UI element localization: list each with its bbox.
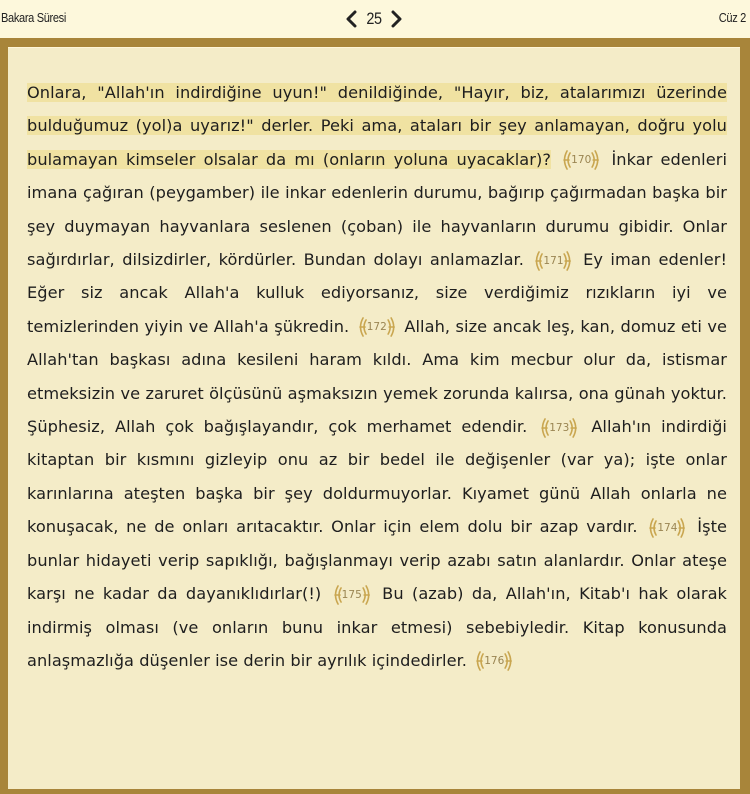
ayah-number: 173 (549, 421, 570, 434)
ayah-number: 171 (543, 254, 564, 267)
ayah-number: 172 (366, 321, 387, 334)
juz-label[interactable]: Cüz 2 (718, 10, 746, 25)
ayah-number: 170 (571, 154, 592, 167)
verse-text[interactable]: Bu (azab) da, Allah'ın, Kitab'ı hak olarak indirmiş olması (ve onların bunu inkar etmesi) sebebiyledir. Kitap konusunda anlaşmazlığa düşenler ise derin bir ayrılık içindedirler. (27, 584, 727, 670)
verse-text-block (27, 76, 727, 677)
verse-text[interactable]: Allah, size ancak leş, kan, domuz eti ve Allah'tan başkası adına kesileni haram kıldı. Ama kim mecbur olur da, istismar etmeksizin ve zaruret ölçüsünü aşmaksızın yemek zorunda kalırsa, ona günah yoktur. Şüphesiz, Allah çok bağışlayandır, çok merhamet edendir. (27, 316, 727, 437)
page-navigator (345, 6, 403, 32)
ayah-marker[interactable] (539, 419, 579, 437)
chevron-left-icon[interactable] (345, 10, 359, 28)
ayah-number: 174 (657, 521, 678, 534)
ayah-marker[interactable] (647, 519, 687, 537)
verse-text[interactable]: İşte bunlar hidayeti verip sapıklığı, bağışlanmayı verip azabı satın alanlardır. Onlar ateşe karşı ne kadar da dayanıklıdırlar(!) (27, 517, 728, 604)
ayah-marker[interactable] (474, 652, 514, 670)
ayah-marker[interactable] (561, 151, 601, 169)
ayah-number: 175 (341, 588, 362, 601)
ayah-number: 176 (484, 655, 505, 668)
page-frame (0, 38, 750, 794)
ayah-marker[interactable] (357, 318, 397, 336)
verse-text[interactable]: Ey iman edenler! Eğer siz ancak Allah'a kulluk ediyorsanız, size verdiğimiz rızıkların iyi ve temizlerinden yiyin ve Allah'a şükredin. (27, 250, 727, 336)
verse-text[interactable]: İnkar edenleri imana çağıran (peygamber) ile inkar edenlerin durumu, bağırıp çağırmadan başka bir şey duymayan hayvanlara seslenen (çoban) ile hayvanların durumu gibidir. Onlar sağırdırlar, dilsizdirler, kördürler. Bundan dolayı anlamazlar. (27, 149, 727, 270)
ayah-marker[interactable] (533, 252, 573, 270)
ayah-marker[interactable] (332, 586, 372, 604)
page-number[interactable]: 25 (366, 9, 382, 28)
surah-name[interactable]: Bakara Süresi (1, 10, 66, 25)
verse-text[interactable]: Allah'ın indirdiği kitaptan bir kısmını gizleyip onu az bir bedel ile değişenler (var ya); işte onlar karınlarına ateşten başka bir şey doldurmuyorlar. Kıyamet günü Allah onlarla ne konuşacak, ne de onları arıtacaktır. Onlar için elem dolu bir azap vardır. (27, 417, 727, 537)
chevron-right-icon[interactable] (389, 10, 403, 28)
verse-text[interactable]: Onlara, "Allah'ın indirdiğine uyun!" denildiğinde, "Hayır, biz, atalarımızı üzerinde bulduğumuz (yol)a uyarız!" derler. Peki ama, ataları bir şey anlamayan, doğru yolu bulamayan kimseler olsalar da mı (onların yoluna uyacaklar)? (27, 83, 727, 169)
top-bar (0, 0, 750, 38)
page-content-area (8, 47, 740, 789)
